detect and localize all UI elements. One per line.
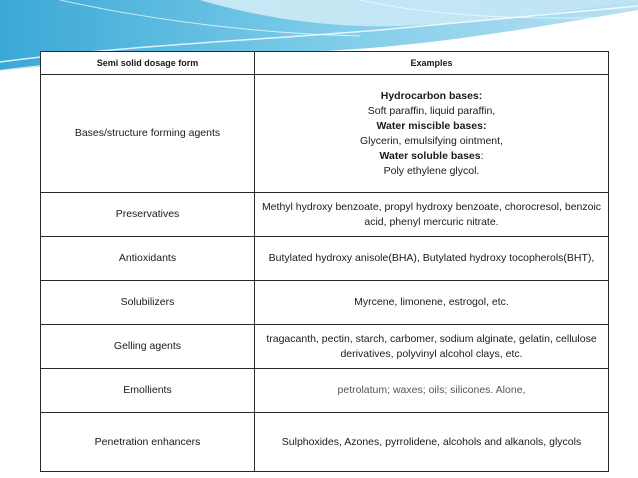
column-header-examples: Examples <box>255 52 609 75</box>
table-row <box>41 237 609 281</box>
row-label: Antioxidants <box>41 237 255 281</box>
row-examples: Sulphoxides, Azones, pyrrolidene, alcohols and alkanols, glycols <box>255 413 609 472</box>
row-label: Solubilizers <box>41 281 255 325</box>
water-miscible-bases-items: Glycerin, emulsifying ointment, <box>360 134 503 147</box>
column-header-form: Semi solid dosage form <box>41 52 255 75</box>
water-soluble-bases-title: Water soluble bases <box>379 149 481 162</box>
table-row <box>41 281 609 325</box>
row-examples: Methyl hydroxy benzoate, propyl hydroxy benzoate, chorocresol, benzoic acid, phenyl mercuric nitrate. <box>255 193 609 237</box>
table-header-row <box>41 52 609 75</box>
water-soluble-bases-items: Poly ethylene glycol. <box>383 164 480 177</box>
hydrocarbon-bases-items: Soft paraffin, liquid paraffin, <box>367 104 496 117</box>
row-examples <box>255 75 609 193</box>
row-label: Gelling agents <box>41 325 255 369</box>
table-row <box>41 413 609 472</box>
row-label: Preservatives <box>41 193 255 237</box>
water-miscible-bases-title: Water miscible bases: <box>376 119 487 132</box>
row-examples: petrolatum; waxes; oils; silicones. Alone, <box>255 369 609 413</box>
row-label: Bases/structure forming agents <box>41 75 255 193</box>
hydrocarbon-bases-title: Hydrocarbon bases: <box>380 89 483 102</box>
table-row <box>41 75 609 193</box>
table-row <box>41 193 609 237</box>
row-examples: Butylated hydroxy anisole(BHA), Butylated hydroxy tocopherols(BHT), <box>255 237 609 281</box>
row-examples: tragacanth, pectin, starch, carbomer, sodium alginate, gelatin, cellulose derivatives, polyvinyl alcohol clays, etc. <box>255 325 609 369</box>
table-row <box>41 369 609 413</box>
row-label: Penetration enhancers <box>41 413 255 472</box>
dosage-form-table <box>40 51 609 472</box>
row-label: Emollients <box>41 369 255 413</box>
row-examples: Myrcene, limonene, estrogol, etc. <box>255 281 609 325</box>
water-soluble-bases-colon: : <box>480 149 484 162</box>
table-row <box>41 325 609 369</box>
